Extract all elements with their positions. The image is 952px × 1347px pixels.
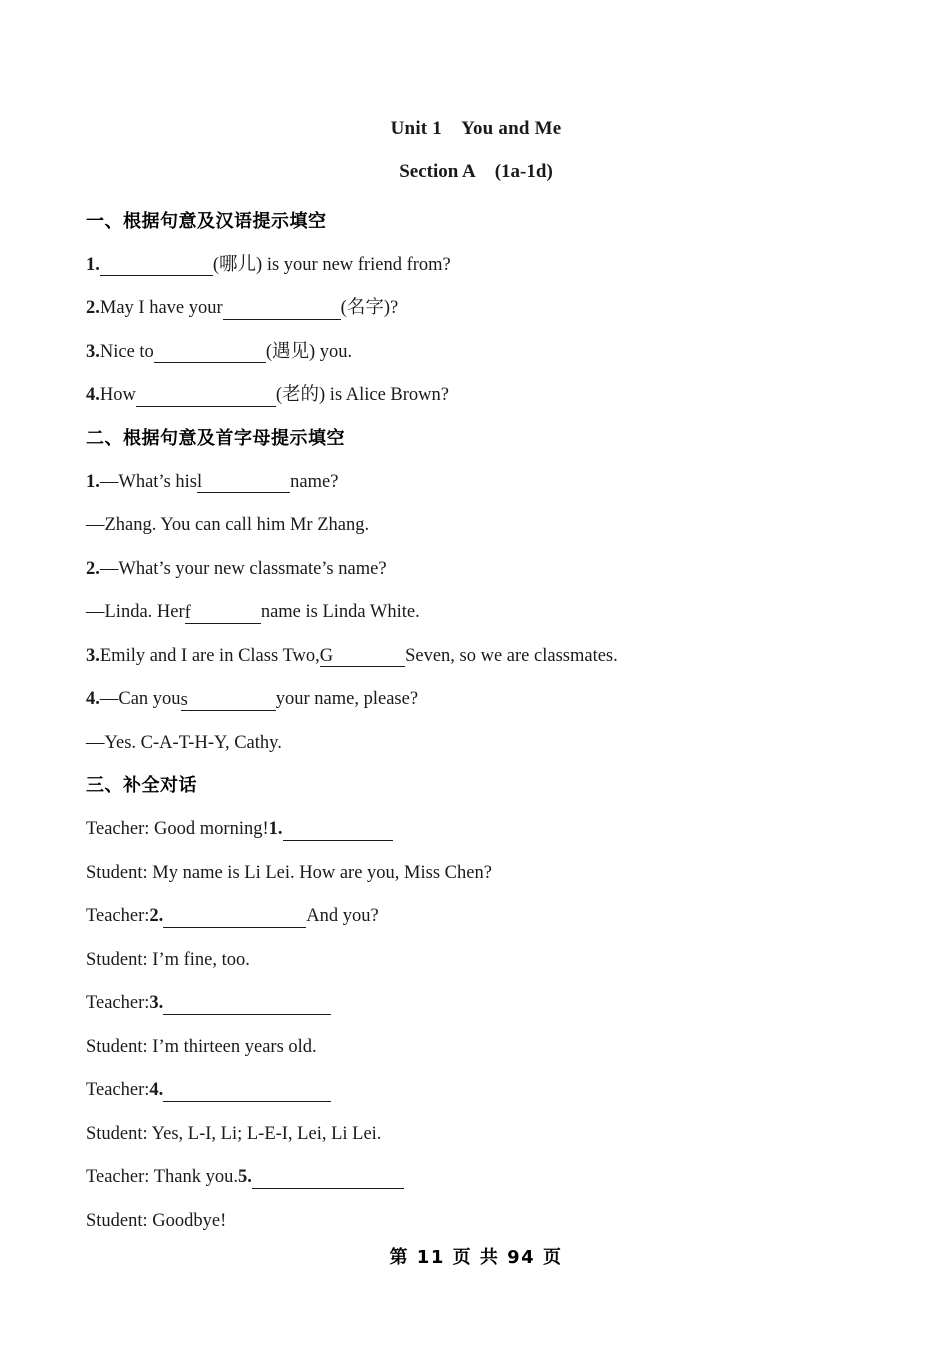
answer-blank-with-hint[interactable]: [197, 474, 290, 493]
item-number: 4.: [86, 385, 100, 405]
answer-blank[interactable]: [100, 257, 213, 276]
dialogue-line: [86, 982, 876, 1026]
hint-letter: l: [197, 472, 203, 493]
section-three-heading-wrap: [86, 765, 876, 808]
answer-blank[interactable]: [163, 1083, 331, 1102]
answer-blank[interactable]: [252, 1170, 404, 1189]
dialogue-text: Teacher:: [86, 993, 150, 1013]
dialogue-text: Teacher: Thank you.: [86, 1167, 238, 1187]
item-text-pre: —What’s his: [99, 471, 197, 492]
item-text-post: name is Linda White.: [260, 602, 420, 622]
dialogue-line: [86, 1025, 876, 1069]
answer-blank[interactable]: [154, 344, 266, 363]
dialogue-text: Teacher: Good morning!: [86, 819, 269, 839]
item-number: 3.: [149, 993, 164, 1013]
section-two-item: [86, 547, 876, 591]
hint-letter: f: [184, 602, 191, 623]
worksheet-body: [86, 200, 876, 1243]
item-text-pre: —What’s your new classmate’s name?: [99, 558, 387, 579]
answer-blank[interactable]: [283, 822, 393, 841]
section-one-items: [86, 243, 876, 417]
item-number: 1.: [86, 254, 100, 275]
section-one-heading-wrap: [86, 200, 876, 243]
section-two-item: [86, 678, 876, 722]
item-number: 3.: [86, 341, 100, 362]
item-text-post: name?: [290, 471, 339, 492]
section-one-heading: 一、根据句意及汉语提示填空: [86, 210, 327, 232]
item-text-pre: Emily and I are in Class Two,: [99, 645, 320, 666]
hint-letter: G: [319, 646, 334, 667]
section-two-item: [86, 504, 876, 548]
answer-blank-with-hint[interactable]: [320, 648, 405, 667]
section-one-item: [86, 330, 876, 374]
item-text-pre: —Yes. C-A-T-H-Y, Cathy.: [86, 732, 282, 753]
item-text-post: (遇见) you.: [265, 341, 353, 362]
hint-letter: s: [180, 689, 188, 710]
item-text-post: (名字)?: [340, 298, 399, 318]
section-two-heading-wrap: [86, 417, 876, 460]
section-three-lines: [86, 808, 876, 1243]
item-number: 5.: [237, 1167, 252, 1187]
item-number: 3.: [86, 645, 100, 666]
item-text-post: (哪儿) is your new friend from?: [212, 254, 451, 275]
section-two-item: [86, 634, 876, 678]
page-title: Unit 1 You and Me: [390, 118, 562, 139]
section-one-item: [86, 374, 876, 418]
dialogue-line: [86, 1069, 876, 1113]
item-number: 4.: [149, 1080, 164, 1100]
dialogue-text: Student: I’m fine, too.: [86, 949, 250, 970]
item-text-pre: Nice to: [99, 341, 154, 362]
dialogue-line: [86, 1112, 876, 1156]
dialogue-text-post: And you?: [306, 906, 379, 926]
item-number: 4.: [86, 689, 100, 709]
section-two-item: [86, 460, 876, 504]
section-two-items: [86, 460, 876, 765]
dialogue-text: Student: Goodbye!: [86, 1210, 227, 1231]
dialogue-line: [86, 1199, 876, 1243]
answer-blank-with-hint[interactable]: [180, 689, 276, 711]
answer-blank[interactable]: [223, 301, 341, 320]
dialogue-text: Teacher:: [86, 906, 150, 926]
item-text-pre: —Linda. Her: [86, 602, 185, 622]
item-number: 1.: [86, 471, 100, 492]
item-number: 2.: [86, 298, 100, 318]
item-text-pre: May I have your: [99, 298, 223, 318]
dialogue-text: Student: My name is Li Lei. How are you, Miss Chen?: [86, 862, 492, 883]
answer-blank[interactable]: [163, 909, 306, 928]
item-text-pre: How: [99, 385, 136, 405]
item-text-pre: —Zhang. You can call him Mr Zhang.: [86, 515, 370, 535]
dialogue-line: [86, 938, 876, 982]
dialogue-text: Teacher:: [86, 1080, 150, 1100]
item-number: 2.: [149, 906, 164, 926]
page-subtitle: Section A (1a-1d): [399, 161, 553, 182]
section-two-item: [86, 591, 876, 635]
answer-blank[interactable]: [136, 388, 276, 407]
dialogue-text: Student: Yes, L-I, Li; L-E-I, Lei, Li Lei.: [86, 1123, 382, 1144]
dialogue-line: [86, 895, 876, 939]
section-one-item: [86, 287, 876, 331]
dialogue-line: [86, 808, 876, 852]
answer-blank-with-hint[interactable]: [184, 602, 261, 624]
dialogue-line: [86, 1156, 876, 1200]
section-two-heading: 二、根据句意及首字母提示填空: [86, 427, 345, 449]
dialogue-text: Student: I’m thirteen years old.: [86, 1036, 317, 1057]
item-text-pre: —Can you: [99, 689, 181, 709]
item-number: 1.: [268, 819, 283, 839]
item-text-post: (老的) is Alice Brown?: [275, 385, 450, 405]
item-number: 2.: [86, 558, 100, 579]
section-three-heading: 三、补全对话: [86, 775, 197, 796]
page-footer: 第 11 页 共 94 页: [389, 1247, 563, 1268]
item-text-post: Seven, so we are classmates.: [405, 645, 618, 666]
answer-blank[interactable]: [163, 996, 331, 1015]
item-text-post: your name, please?: [275, 689, 419, 709]
dialogue-line: [86, 851, 876, 895]
section-two-item: [86, 721, 876, 765]
section-one-item: [86, 243, 876, 287]
